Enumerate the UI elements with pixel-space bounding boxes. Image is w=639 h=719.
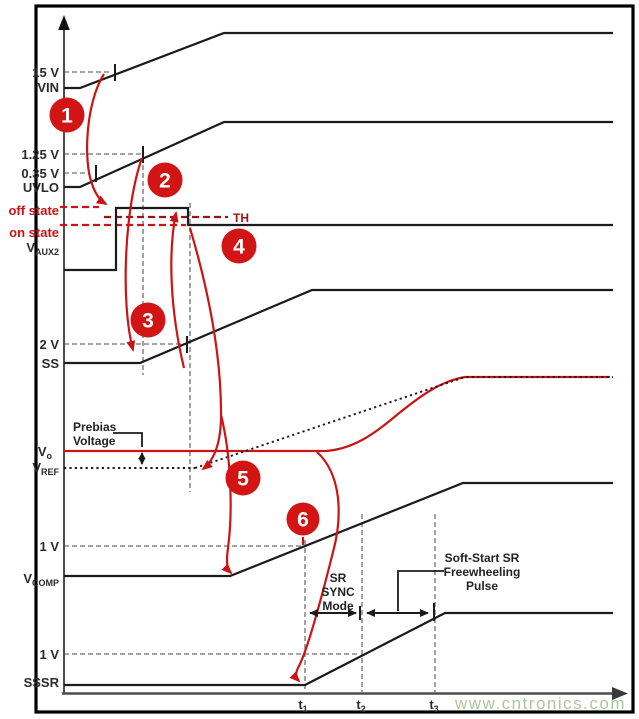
vref-waveform — [64, 377, 613, 468]
prebias-annotation — [113, 433, 142, 464]
vcomp-level-label: 1 V — [39, 539, 59, 554]
callout-badge-1 — [50, 98, 85, 133]
ss-level-label: 2 V — [39, 337, 59, 352]
prebias-label-line1: Prebias — [73, 420, 117, 434]
freewheel-line3: Pulse — [465, 579, 499, 593]
sr-sync-line1: SR — [329, 571, 347, 585]
callout-badge-1-number: 1 — [61, 104, 73, 128]
on-state-label: on state — [9, 225, 59, 240]
t3-label: $t_3$ — [429, 697, 439, 714]
uvlo-waveform — [64, 122, 613, 187]
prebias-label-line2: Voltage — [73, 434, 116, 448]
uvlo-high-label: 1.25 V — [21, 147, 59, 162]
vaux2-label: $V_{AUX2}$ — [26, 240, 59, 257]
sssr-level-label: 1 V — [39, 647, 59, 662]
freewheel-callout-bracket — [398, 571, 444, 611]
callout-badge-4 — [222, 229, 257, 264]
uvlo-label: UVLO — [22, 180, 59, 195]
callout-badges — [50, 98, 320, 536]
th-label: TH — [233, 211, 249, 225]
tick-marks — [96, 64, 434, 621]
vin-level-label: 15 V — [32, 65, 59, 80]
off-state-label: off state — [8, 203, 59, 218]
freewheel-label — [444, 551, 521, 593]
guide-lines — [64, 72, 435, 692]
callout-badge-3 — [131, 303, 166, 338]
ss-label: SS — [41, 356, 59, 371]
vaux2-waveform — [64, 208, 613, 270]
callout-arrow-4 — [190, 228, 221, 469]
callout-badge-6-number: 6 — [297, 508, 309, 532]
vcomp-label: $V_{COMP}$ — [23, 571, 59, 588]
y-axis-arrow-icon — [58, 15, 70, 30]
callout-arrow-5 — [221, 415, 231, 573]
callout-badge-2-number: 2 — [159, 169, 171, 193]
vo-waveform — [64, 377, 610, 451]
callout-arrow-1 — [87, 74, 106, 204]
vref-ramp-segment — [195, 377, 613, 468]
vo-label: $V_o$ — [37, 444, 52, 461]
state-threshold-lines — [60, 207, 228, 225]
freewheel-line2: Freewheeling — [443, 565, 521, 579]
sr-sync-line3: Mode — [322, 599, 354, 613]
sssr-waveform — [64, 613, 613, 685]
axis-labels — [8, 65, 59, 690]
callout-badge-6 — [287, 503, 320, 536]
watermark: www.cntronics.com — [455, 694, 626, 713]
callout-arrows — [87, 74, 339, 681]
callout-badge-3-number: 3 — [142, 309, 154, 333]
freewheel-line1: Soft-Start SR — [444, 551, 520, 565]
callout-badge-5 — [226, 461, 261, 496]
callout-badge-5-number: 5 — [237, 467, 249, 491]
uvlo-low-label: 0.35 V — [21, 166, 59, 181]
callout-badge-2 — [148, 163, 183, 198]
vin-waveform — [64, 33, 613, 88]
sssr-label: SSSR — [23, 675, 59, 690]
callout-badge-4-number: 4 — [233, 235, 245, 259]
t2-label: $t_2$ — [356, 697, 366, 714]
sr-sync-line2: SYNC — [321, 585, 355, 599]
t1-label: $t_1$ — [298, 697, 308, 714]
callout-arrow-6 — [296, 452, 338, 681]
vin-label: VIN — [37, 80, 59, 95]
vref-label: $V_{REF}$ — [32, 460, 59, 477]
prebias-label — [73, 420, 117, 448]
prebias-bracket — [113, 433, 142, 447]
